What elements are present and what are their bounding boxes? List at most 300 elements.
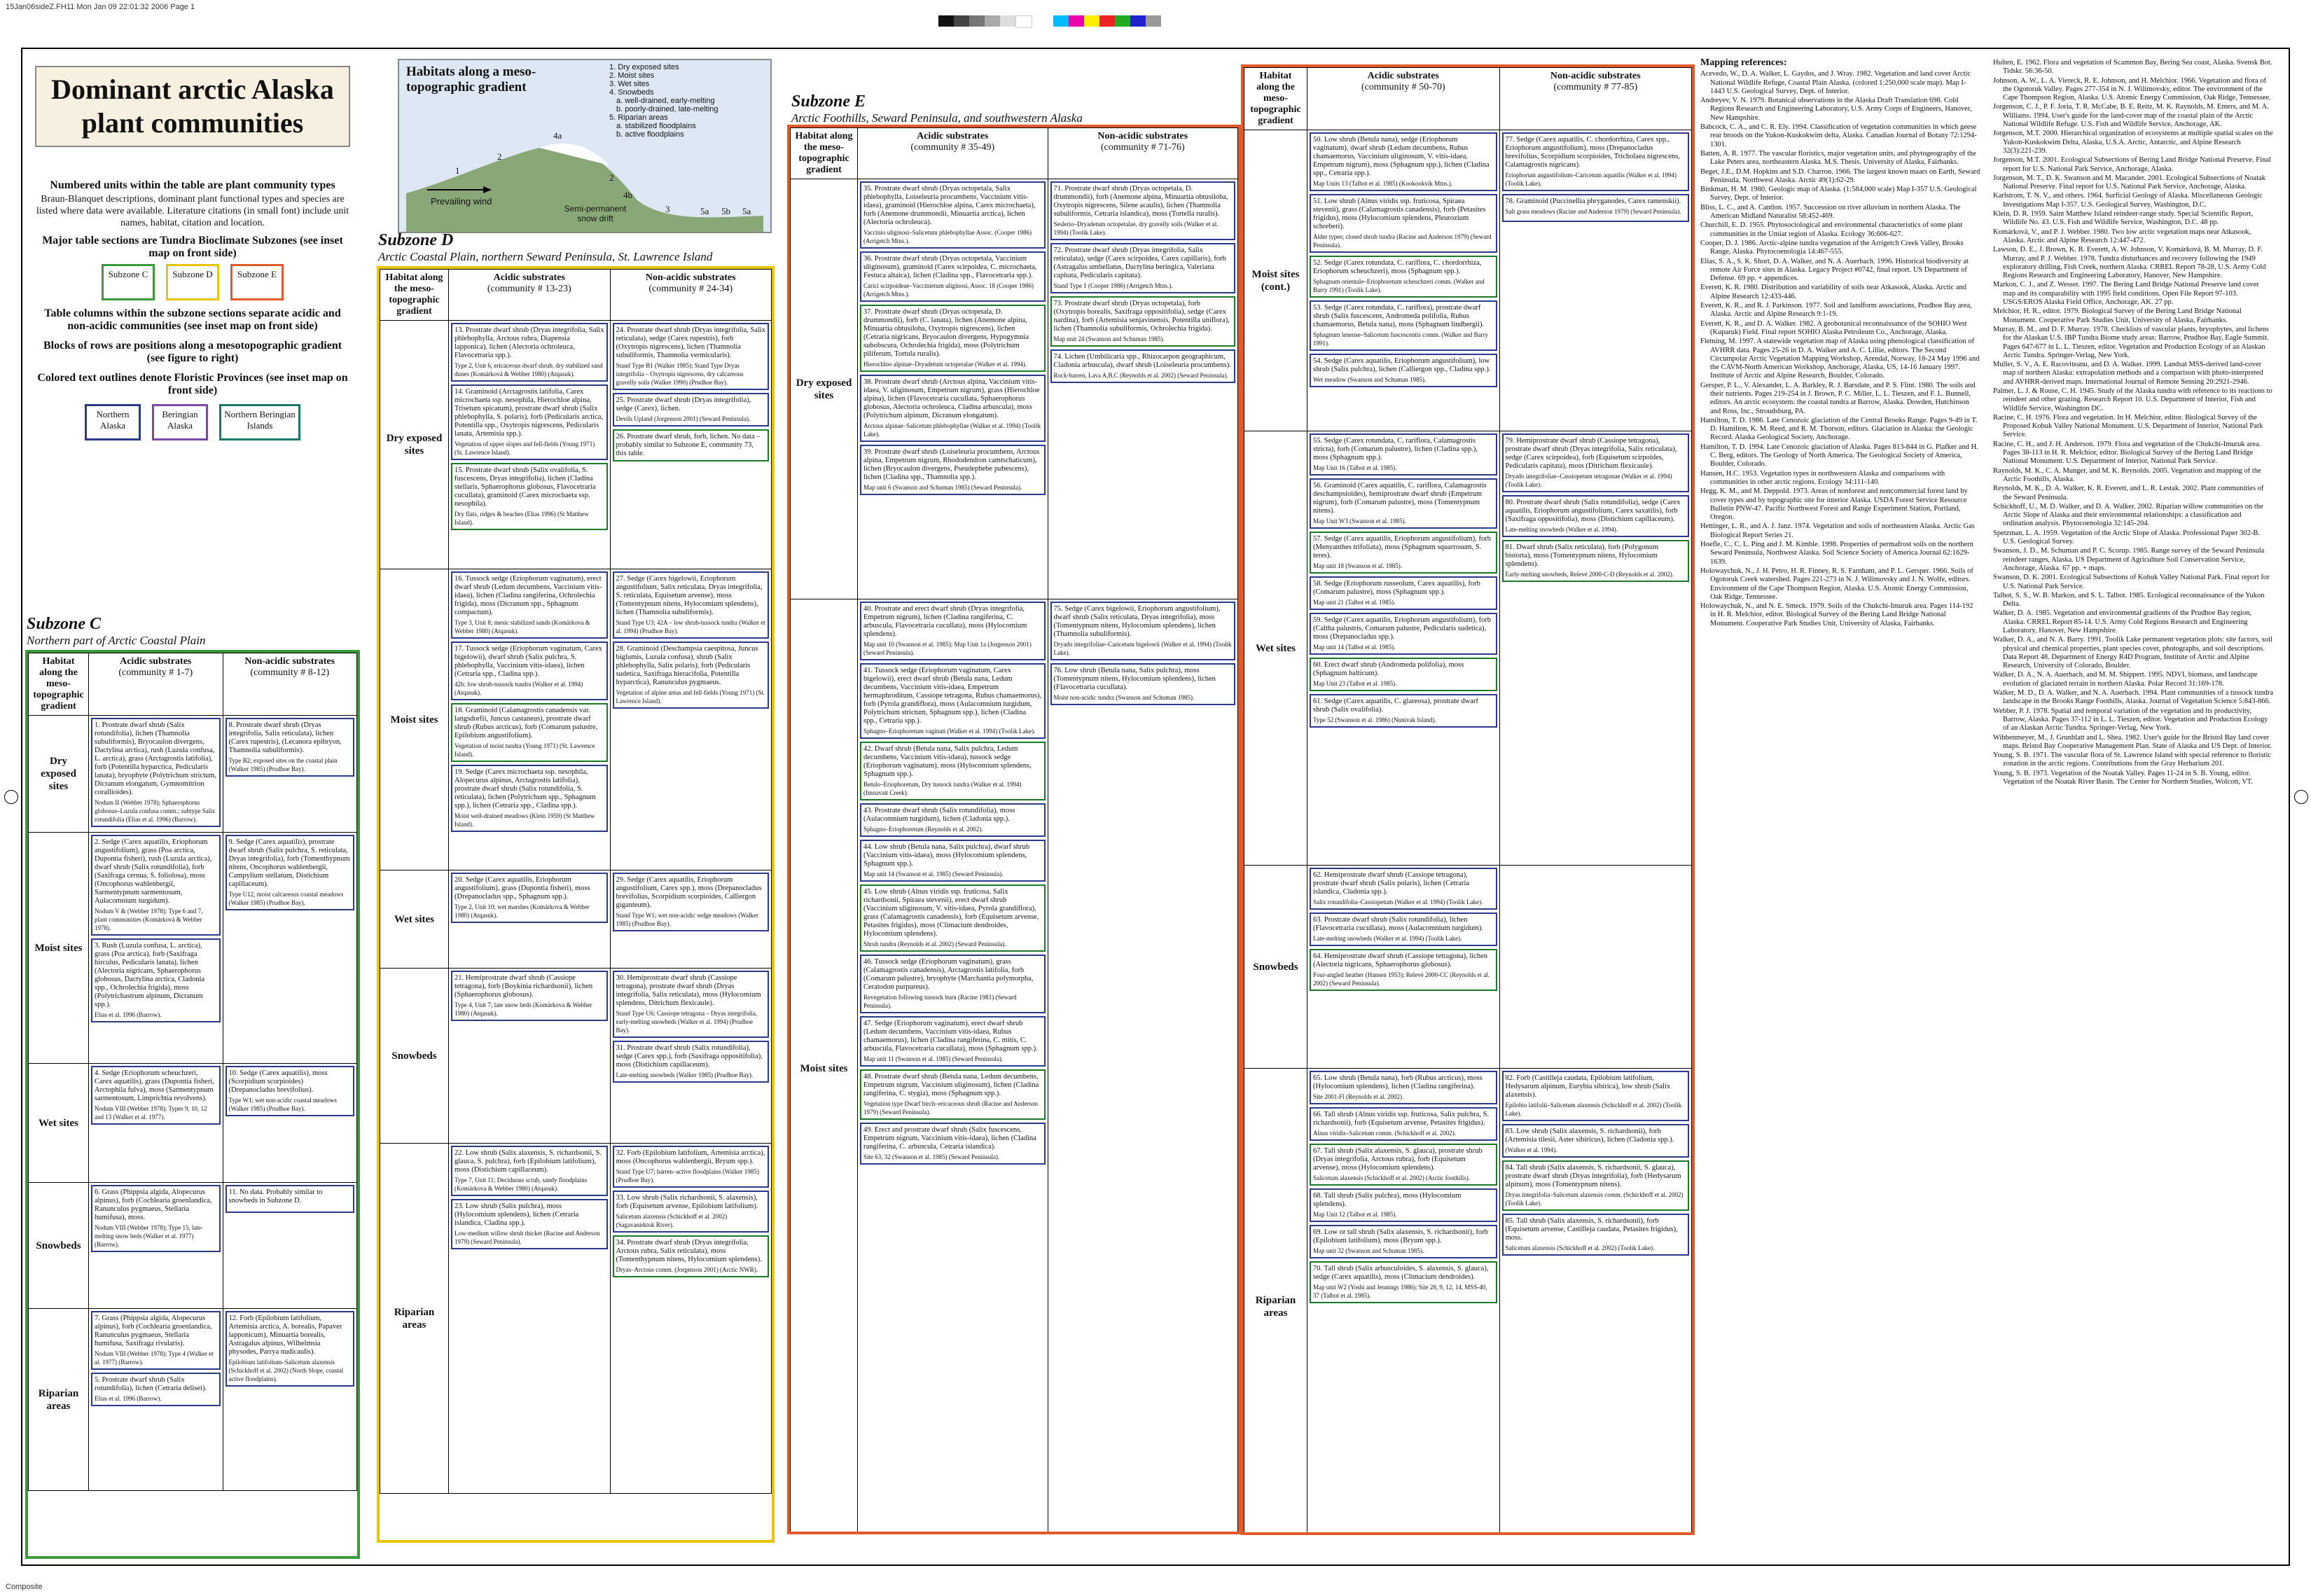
cell-d-wet-nonacid bbox=[610, 870, 772, 969]
community-citation: Hierochloo alpinae–Dryadetum octopetalae (Walker et al. 1994). bbox=[863, 361, 1027, 368]
cell-e-moist2-nonacid bbox=[1499, 130, 1692, 431]
community-description: 34. Prostrate dwarf shrub (Dryas integrifolia, Arctous rubra, Salix reticulata), moss (Tomenthypnum nitens, Hylocomium splendens). bbox=[616, 1239, 762, 1263]
reference-entry: Webber, P. J. 1978. Spatial and temporal variation of the vegetation and its productivity, Barrow, Alaska. Pages 37-112 in L. L. Tieszen, editor. Vegetation and Production Ecology of an Alaskan Arctic Tundra. Springer-Verlag, New York. bbox=[1993, 707, 2268, 733]
habitat-header: Habitat along the meso-topographic gradient bbox=[1244, 68, 1307, 130]
subzone-e-swatch: Subzone E bbox=[230, 264, 284, 300]
community-citation: Type 2, Unit 6, ericaceous dwarf shrub, dry stabilized sand dunes (Komárková & Webber 1980) (Atqasuk). bbox=[454, 362, 603, 377]
cell-c-snow-acid bbox=[89, 1183, 223, 1309]
community-entry bbox=[1310, 1188, 1497, 1222]
reference-entry: Holowaychuk, N., J. H. Petro, H. R. Finney, R. S. Farnham, and P. L. Gersper. 1966. Soils of Ogotoruk Creek watershed. Pages 221-273 in N. J. Wilimovsky and J. N. Wolfe, editors. Environment of the Cape Thompson Region, Alaska. U.S. Atomic Energy Commission, Oak Ridge, Tennessee. bbox=[1700, 567, 1973, 601]
community-description: 33. Low shrub (Salix richardsonii, S. alaxensis), forb (Equisetum arvense, Epilobium latifolium). bbox=[616, 1194, 758, 1210]
community-description: 15. Prostrate dwarf shrub (Salix ovalifolia, S. fuscescens, Dryas integrifolia), lichen (Cladina stellaris, Sphaerophorus globosus, Flavocetraria cucullata), graminoid (Carex microchaeta ssp. nesophila). bbox=[454, 466, 596, 508]
habitat-header: Habitat along the meso-topographic gradient bbox=[791, 128, 858, 179]
subzone-d-subtitle: Arctic Coastal Plain, northern Seward Peninsula, St. Lawrence Island bbox=[378, 250, 713, 263]
nonacid-title: Non-acidic substrates bbox=[645, 272, 736, 283]
community-entry bbox=[1310, 1225, 1497, 1258]
cell-d-moist-nonacid bbox=[610, 569, 772, 870]
community-citation: Revegetation following tussock burn (Racine 1981) (Seward Peninsula). bbox=[863, 994, 1017, 1009]
cell-c-snow-nonacid bbox=[223, 1183, 357, 1309]
reference-entry: Racine, C. H., and J. H. Anderson. 1979. Flora and vegetation of the Chukchi-Imuruk area. Pages 38-113 in H. R. Melchior, editor. Biological Survey of the Bering Land Bridge National Monument. U.S. Department of Interior, National Park Service. bbox=[1993, 440, 2261, 466]
registration-mark bbox=[4, 790, 18, 804]
community-citation: Alder types; closed shrub tundra (Racine and Anderson 1979) (Seward Peninsula). bbox=[1313, 233, 1492, 249]
cell-c-rip-acid bbox=[89, 1309, 223, 1491]
community-citation: Type 7, Unit 11; Deciduous scrub, sandy floodplains (Komárkova & Webber 1980) (Atqasuk). bbox=[454, 1177, 588, 1192]
community-citation: Site 63, 32 (Swanson et al. 1985) (Seward Peninsula). bbox=[863, 1153, 1000, 1160]
community-citation: Vaccinio uliginosi–Salicetum phlebophyllae Assoc. (Cooper 1986) (Arrigetch Mtns.). bbox=[863, 229, 1032, 244]
community-entry bbox=[613, 873, 770, 931]
cell-e-dry-acid bbox=[858, 179, 1048, 599]
community-entry bbox=[1310, 613, 1497, 655]
community-citation: Arctous alpinae–Salicetum phlebophyllae (Walker et al. 1994) (Toolik Lake). bbox=[863, 422, 1041, 438]
reference-entry: Elias, S. A., S. K. Short, D. A. Walker, and N. A. Auerbach. 1996. Historical biodiversity at remote Air Force sites in Alaska. Legacy Project #0742, final report. US Department of Defense. 69 pp. + appendices. bbox=[1700, 257, 1969, 283]
reference-entry: Everett, K. R., and R. J. Parkinson. 1977. Soil and landform associations, Prudhoe Bay area, Alaska. Arctic and Alpine Research 9:1-19. bbox=[1700, 302, 1972, 319]
community-description: 19. Sedge (Carex microchaeta ssp. nesophila, Alopecurus alpinus, Arctagrostis latifolia), prostrate dwarf shrub (Salix rotundifolia, S. reticulata), lichen (Polytrichum spp., Sphagnum spp.), lichen (Cetraria spp., Cladina spp.). bbox=[454, 768, 596, 810]
position-5a: 5a bbox=[700, 206, 709, 216]
reference-entry: Palmer, L. J. & Rouse, C. H. 1945. Study of the Alaska tundra with reference to its reactions to reindeer and other grazing. Research Report 10. U.S. Department of Interior, Fish and Wildlife Service, Washington DC. bbox=[1993, 387, 2272, 412]
community-entry bbox=[860, 445, 1046, 495]
community-entry bbox=[451, 641, 608, 700]
community-citation: Map unit 14 (Talbot et al. 1985). bbox=[1313, 644, 1396, 651]
nonacid-range: (community # 8-12) bbox=[250, 667, 330, 678]
community-citation: Stand Type U6; Cassiope tetragona – Dryas integrifolia, early-melting snowbeds (Walker et al. 1994) (Prudhoe Bay). bbox=[616, 1010, 758, 1034]
community-citation: Type 3, Unit 8; mesic stabilized sands (Komárkova & Webber 1980) (Atqasuk). bbox=[454, 619, 590, 634]
community-entry bbox=[860, 955, 1046, 1013]
community-description: 70. Tall shrub (Salix arbusculoides, S. alaxensis, S. glauca), sedge (Carex aquatilis), moss (Climacium dendroides). bbox=[1313, 1265, 1489, 1281]
cell-c-moist-nonacid bbox=[223, 833, 357, 1064]
reference-entry: Raynolds, M. K., C. A. Munger, and M. K. Reynolds. 2005. Vegetation and mapping of the Arctic Foothills, Alaska. bbox=[1993, 466, 2261, 483]
community-citation: Betulo–Eriophoretum, Dry tussock tundra (Walker et al. 1994) (Imnavait Creek). bbox=[863, 781, 1022, 796]
community-description: 49. Erect and prostrate dwarf shrub (Salix fuscescens, Empetrum nigrum, Vaccinium vitis-idaea), lichen (Cladina rangiferina, C. arbuscula, Cetraria islandica). bbox=[863, 1126, 1036, 1151]
community-citation: Dryas–Arctous comm. (Jorgenson 2001) (Arctic NWR). bbox=[616, 1266, 758, 1273]
community-entry bbox=[613, 1146, 770, 1188]
community-citation: Four-angled heather (Hansen 1953); Relevé 2000-CC (Reynolds et al. 2002) (Seward Peninsula). bbox=[1313, 971, 1490, 987]
cell-e-moist2-acid bbox=[1307, 130, 1500, 431]
community-entry bbox=[1502, 194, 1690, 222]
acid-range: (community # 13-23) bbox=[487, 284, 571, 294]
row-label-moist: Moist sites bbox=[380, 569, 449, 870]
row-label-snow: Snowbeds bbox=[29, 1183, 89, 1309]
community-description: 4. Sedge (Eriophorum scheuchzeri, Carex aquatilis), grass (Dupontia fisheri, Arctophila fulva), moss (Sarmentypnum sarmentosum, Limprichtia revolvens). bbox=[95, 1069, 214, 1102]
row-label-rip: Riparian areas bbox=[29, 1309, 89, 1491]
community-citation: Late-melting snowbeds (Walker et al. 1994). bbox=[1505, 526, 1618, 533]
cell-e-rip-acid bbox=[1307, 1069, 1500, 1536]
community-citation: Devils Upland (Jorgenson 2001) (Seward Peninsula). bbox=[616, 415, 751, 422]
community-entry bbox=[1502, 495, 1690, 537]
row-label-rip: Riparian areas bbox=[380, 1144, 449, 1494]
reference-entry: Andreyev, V. N. 1979. Botanical observations in the Alaska Draft Translation 698. Cold Regions Research and Engineering Laboratory, U.S. Army Corps of Engineers, Hanover, New Hampshire. bbox=[1700, 97, 1972, 122]
legend-item: 5. Riparian areas bbox=[609, 113, 668, 122]
community-citation: Salicetum alaxensis (Schickhoff et al. 2002) (Toolik Lake). bbox=[1505, 1244, 1655, 1251]
community-description: 52. Sedge (Carex rotundata, C. rariflora, C. chordorrhiza, Eriophorum scheuchzeri), moss (Sphagnum spp.). bbox=[1313, 259, 1482, 275]
reference-entry: Swanson, D. K. 2001. Ecological Subsections of Kobuk Valley National Park. Final report for U.S. National Park Service. bbox=[1993, 574, 2270, 590]
nonacid-header bbox=[1048, 128, 1238, 179]
community-citation: Map unit 21 (Talbot et al. 1985). bbox=[1313, 599, 1396, 606]
community-entry bbox=[91, 938, 221, 1022]
row-label-moist: Moist sites bbox=[791, 599, 858, 1535]
footer-label: Composite bbox=[6, 1583, 43, 1591]
row-label-dry: Dry exposed sites bbox=[29, 716, 89, 833]
community-description: 58. Sedge (Eriophorum russeolum, Carex aquatilis), forb (Comarum palustre), moss (Sphagnum spp.). bbox=[1313, 580, 1480, 596]
community-description: 9. Sedge (Carex aquatilis), prostrate dwarf shrub (Salix pulchra, S. reticulata, Dryas integrifolia), forb (Tomenthypnum nitens, Oncophorus wahlenbergii, Campylium stellatum, Distichium capillaceum). bbox=[228, 838, 350, 888]
community-entry bbox=[1310, 576, 1497, 610]
subzone-e-title: Subzone E bbox=[791, 92, 866, 111]
reference-entry: Jorgenson, C. J., P. F. Joria, T. R. McCabe, B. E. Reitz, M. K. Raynolds, M. Emers, and M. A. Williams. 1994. User's guide for the land-cover map of the coastal plain of the Arctic National Wildlife Refuge. U.S. Fish and Wildlife Service, Anchorage, AK. bbox=[1993, 103, 2269, 129]
community-entry bbox=[91, 1066, 221, 1125]
community-description: 43. Prostrate dwarf shrub (Salix rotundifolia), moss (Aulacomnium turgidum), lichen (Cladonia spp.). bbox=[863, 807, 1015, 823]
reference-entry: Hamilton, T. D. 1994. Late Cenozoic glaciation of Alaska. Pages 813-844 in G. Plafker and H. C. Berg, editors. The Geology of North America. The Geological Society of America, Boulder, Colorado. bbox=[1700, 443, 1978, 469]
community-citation: Map unit 6 (Swanson and Schuman 1985) (Seward Peninsula). bbox=[863, 484, 1022, 491]
community-description: 56. Graminoid (Carex aquatilis, C. rariflora, Calamagrostis deschampsioides), hemiprostrate dwarf shrub (Empetrum nigrum), forb (Comarum palustre), moss (Tomentypnum nitens). bbox=[1313, 482, 1487, 515]
community-description: 76. Low shrub (Betula nana, Salix pulchra), moss (Tomentypnum nitens, Hylocomium splendens), lichen (Flavocetraria cucullata). bbox=[1053, 667, 1216, 691]
community-entry bbox=[225, 1311, 355, 1387]
community-entry bbox=[451, 873, 608, 923]
community-citation: Moist non-acidic tundra (Swanson and Schuman 1985). bbox=[1053, 694, 1195, 701]
community-citation: Nodum VIII (Webber 1978); Type 15, late-melting snow beds (Walker et al. 1977) (Barrow). bbox=[95, 1224, 204, 1248]
acid-title: Acidic substrates bbox=[1367, 71, 1439, 81]
community-description: 10. Sedge (Carex aquatilis), moss (Scorpidium scorpioides) (Drepanocladus brevifolius). bbox=[228, 1069, 328, 1094]
community-entry bbox=[860, 884, 1046, 952]
community-entry bbox=[451, 463, 608, 530]
community-description: 72. Prostrate dwarf shrub (Dryas integrifolia, Salix reticulata), sedge (Carex scirpoidea, Carex capillaris), forb (Astragalus umbellatus, Dactylina beringica, Valeriana capitata, Pedicularis capitata). bbox=[1053, 247, 1226, 279]
cell-d-rip-acid bbox=[449, 1144, 611, 1494]
community-description: 40. Prostrate and erect dwarf shrub (Dryas integrifolia, Empetrum nigrum), lichen (Cladina rangiferina, C. arbuscula, Flavocetraria cucullata), moss (Hylocomium splendens). bbox=[863, 605, 1027, 638]
reference-entry: Jorgenson, M.T. 2000. Hierarchical organization of ecosystems at multiple spatial scales on the Yukon-Kuskokwim Delta, Alaska, U.S.A. Arctic, Antarctic, and Alpine Research 32(3):221-239. bbox=[1993, 130, 2273, 155]
community-citation: Salicetum alaxensis (Schickhoff et al. 2002) (Arctic foothills). bbox=[1313, 1174, 1471, 1181]
community-entry bbox=[1050, 349, 1236, 383]
acid-title: Acidic substrates bbox=[120, 656, 192, 667]
community-entry bbox=[1502, 1160, 1690, 1211]
community-description: 71. Prostrate dwarf shrub (Dryas octopetala, D. drummondii), forb (Anemone alpina, Minuartia obtusiloba, Oxytropis nigrescens, Silene acaulis), lichen (Thamnolia subuliformis, Cetraria islandica), moss (Tortella ruralis). bbox=[1053, 185, 1228, 218]
community-description: 51. Low shrub (Alnus viridis ssp. fruticosa, Spiraea stevenii), grass (Calamagrostis canadensis), forb (Petasites frigidus), moss (Hylocomium splendens, Pleurozium schreberi). bbox=[1313, 197, 1486, 230]
community-citation: Type W1; wet non-acidic coastal meadows (Walker 1985) (Prudhoe Bay). bbox=[228, 1097, 337, 1112]
references-list-1 bbox=[1700, 70, 1980, 628]
intro-text-1: Braun-Blanquet descriptions, dominant plant functional types and species are listed where data were available. Literature citations (in small font) include unit names, habitat, citation and location. bbox=[36, 194, 349, 228]
position-1: 1 bbox=[455, 165, 460, 176]
community-description: 79. Hemiprostrate dwarf shrub (Cassiope tetragona), prostrate dwarf shrub (Dryas integrifolia, Salix reticulata), sedge (Carex scirpoidea), forb (Equisetum scirpoides, Pedicularis capitata), moss (Ditrichum flexicaule). bbox=[1505, 437, 1677, 470]
community-citation: Alnus viridis–Salicetum comm. (Schickhoff et al. 2002). bbox=[1313, 1130, 1457, 1137]
position-5a-2: 5a bbox=[742, 206, 751, 216]
province-beringian-swatch: Beringian Alaska bbox=[152, 404, 208, 440]
reference-entry: Hoefle, C., C. L. Ping and J. M. Kimble. 1998. Properties of permafrost soils on the northern Seward Peninsula, Northwest Alaska. Soil Science Society of America Journal 62:1629-1639. bbox=[1700, 541, 1973, 566]
community-citation: Map unit 11 (Swanson et al. 1985) (Seward Peninsula). bbox=[863, 1055, 1004, 1062]
row-label-snow: Snowbeds bbox=[380, 969, 449, 1144]
community-description: 2. Sedge (Carex aquatilis, Eriophorum angustifolium), grass (Poa arctica, Dupontia fisheri), rush (Luzula arctica), dwarf shrub (Salix rotundifolia), forb (Saxifraga cernua, S. foliolosa), moss (Oncophorus wahlenbergii, Sarmentypnum sarmentosum, Aulacomnium turgidum). bbox=[95, 838, 212, 905]
cell-c-dry-nonacid bbox=[223, 716, 357, 833]
reference-entry: Cooper, D. J. 1986. Arctic-alpine tundra vegetation of the Arrigetch Creek Valley, Brooks Range, Alaska. Phytocoenologia 14:467-555. bbox=[1700, 239, 1964, 256]
community-citation: Late-melting snowbeds (Walker 1985) (Prudhoe Bay). bbox=[616, 1071, 754, 1078]
reference-entry: Hamilton, T. D. 1986. Late Cenozoic glaciation of the Central Brooks Range. Pages 9-49 in T. D. Hamilton, K. M. Reed, and R. M. Thorson, editors. Glaciation in Alaska: the Geologic Record. Alaska Geological Society, Anchorage. bbox=[1700, 416, 1978, 442]
community-entry bbox=[1050, 602, 1236, 660]
community-description: 41. Tussock sedge (Eriophorum vaginatum, Carex bigelowii), erect dwarf shrub (Betula nana, Ledum decumbens, Vaccinium vitis-idaea, Empetrum hermaphroditum, Cassiope tetragona, Rubus chamaemorus), forb (Pyrola grandiflora), moss (Aulacomnium turgidum, Polytrichum strictum, Sphagnum spp.), lichen (Cladina spp., Cetraria spp.). bbox=[863, 667, 1041, 725]
cell-c-rip-nonacid bbox=[223, 1309, 357, 1491]
community-entry bbox=[1310, 1261, 1497, 1303]
cell-e-moist-nonacid bbox=[1048, 599, 1238, 1535]
reference-entry: Karlstrom, T. N. V., and others. 1964. Surficial Geology of Alaska. Miscellaneous Geologic Investigations Map I-357. U.S. Geological Survey, Washington, D.C. bbox=[1993, 192, 2263, 209]
community-citation: Late-melting snowbeds (Walker et al. 1994) (Toolik Lake). bbox=[1313, 935, 1462, 942]
community-citation: Type 4, Unit 7; late snow beds (Komárkova & Webber 1980) (Atqasuk). bbox=[454, 1001, 592, 1017]
community-description: 83. Low shrub (Salix alaxensis, S. richardsonii), forb (Artemisia tilesii, Aster sibiricus), lichen (Cladonia spp.). bbox=[1505, 1127, 1674, 1144]
subzone-c-heading bbox=[27, 615, 205, 648]
community-description: 82. Forb (Castilleja caudata, Epilobium latifolium, Hedysarum alpinum, Eurybia sibirica), low shrub (Salix alaxensis). bbox=[1505, 1074, 1671, 1099]
nonacid-title: Non-acidic substrates bbox=[1550, 71, 1641, 81]
intro-heading-2: Major table sections are Tundra Bioclimate Subzones (see inset map on front side) bbox=[42, 235, 343, 259]
position-2b: 2 bbox=[609, 172, 614, 183]
cell-d-dry-acid bbox=[449, 321, 611, 569]
reference-entry: Johnson, A. W., L. A. Viereck, R. E. Johnson, and H. Melchior. 1966. Vegetation and flora of the Ogotoruk Valley. Pages 277-354 in N. J. Wilimovsky, editor. The environment of the Cape Thompson Region, Alaska. U.S. Atomic Energy Commission, Oak Ridge, Tennessee. bbox=[1993, 76, 2271, 102]
community-description: 13. Prostrate dwarf shrub (Dryas integrifolia, Salix phlebophylla, Arctous rubra, Diapensia lapponica), lichen (Alectoria ochroleuca, Flavocetraria spp.). bbox=[454, 326, 604, 359]
community-description: 25. Prostrate dwarf shrub (Dryas integrifolia), sedge (Carex), lichen. bbox=[616, 396, 751, 412]
reference-entry: Beget, J.E., D.M. Hopkins and S.D. Charron. 1966. The largest known maars on Earth, Seward Peninsula, Northwest Alaska. Arctic 49(1):62-29. bbox=[1700, 167, 1980, 184]
subzone-e-heading bbox=[791, 92, 1083, 125]
community-citation: Map unit 14 (Swanson et al. 1985) (Seward Peninsula). bbox=[863, 870, 1004, 877]
reference-entry: Wibbenmeyer, M., J. Grunblatt and L. Shea. 1982. User's guide for the Bristol Bay land cover maps. Bristol Bay Cooperative Management Plan. State of Alaska and US Dept. of Interior. bbox=[1993, 733, 2272, 750]
community-description: 30. Hemiprostrate dwarf shrub (Cassiope tetragona), prostrate dwarf shrub (Dryas integrifolia, Salix reticulata), moss (Hylocomium splendens, Ditrichum flexicaule). bbox=[616, 974, 761, 1007]
community-description: 21. Hemiprostrate dwarf shrub (Cassiope tetragona), forb (Boykinia richardsonii), lichen (Sphaerophorus globosus). bbox=[454, 974, 593, 999]
subzone-c-subtitle: Northern part of Arctic Coastal Plain bbox=[27, 634, 206, 647]
reference-entry: Young, S. B. 1973. Vegetation of the Noatak Valley. Pages 11-24 in S. B. Young, editor. Vegetation of the Noatak River Basin. The Center for Northern Studies, Wolcott, VT. bbox=[1993, 769, 2254, 786]
community-description: 75. Sedge (Carex bigelowii, Eriophorum angustifolium), dwarf shrub (Salix reticulata, Dryas integrifolia), moss (Tomentypnum nitens, Hylocomium splendens), lichen (Thamnolia subuliformis). bbox=[1053, 605, 1221, 638]
community-entry bbox=[613, 1041, 770, 1083]
cell-e-moist-acid bbox=[858, 599, 1048, 1535]
reference-entry: Fleming, M. 1997. A statewide vegetation map of Alaska using phenological classification of AVHRR data. Pages 25-26 in D. A. Walker and A. C. Lillie, editors. The Second Circumpolar Arctic Vegetation Mapping Workshop, Arendal, Norway, 18-24 May 1996 and the CAVM-North American Workshop, Anchorage, Alaska, US, 14-16 January 1997. Institute of Arctic and Alpine Research, Boulder, Colorado. bbox=[1700, 338, 1980, 380]
row-label-snow: Snowbeds bbox=[1244, 866, 1307, 1069]
community-description: 85. Tall shrub (Salix alaxensis, S. richardsonii), forb (Equisetum arvense, Castilleja caudata, Petasites frigidus), moss. bbox=[1505, 1217, 1678, 1242]
community-citation: Seslerio–Dryadetum octopetalae, dry gravelly soils (Walker et al. 1994) (Toolik Lake). bbox=[1053, 221, 1219, 236]
reference-entry: Spetzman, L. A. 1959. Vegetation of the Arctic Slope of Alaska. Professional Paper 302-B. U.S. Geological Survey. bbox=[1993, 529, 2260, 546]
community-citation: Salix rotundifolia–Cassiopetum (Walker et al. 1994) (Toolik Lake). bbox=[1313, 898, 1483, 905]
community-description: 55. Sedge (Carex rotundata, C. rariflora, Calamagrostis stricta), forb (Comarum palustre), lichen (Cladina spp.), moss (Sphagnum spp.). bbox=[1313, 437, 1478, 462]
community-citation: Wet meadow (Swanson and Schuman 1985). bbox=[1313, 376, 1427, 383]
community-entry bbox=[613, 393, 770, 426]
community-description: 24. Prostrate dwarf shrub (Dryas integrifolia, Salix reticulata), sedge (Carex rupestris), forb (Oxytropis nigrescens), lichen (Thamnolia subuliformis, Thamnolia vermicularis). bbox=[616, 326, 765, 359]
community-citation: Map Unit 16 (Talbot et al. 1985). bbox=[1313, 464, 1397, 471]
community-citation: Site 2001-Fl (Reynolds et al. 2002). bbox=[1313, 1093, 1404, 1100]
reference-entry: Young, S. B. 1971. The vascular flora of St. Lawrence Island with special reference to floristic zonation in the arctic regions. Contributions from the Gray Herbarium 201. bbox=[1993, 751, 2272, 768]
community-entry bbox=[1310, 433, 1497, 476]
community-entry bbox=[1310, 949, 1497, 991]
community-description: 23. Low shrub (Salix pulchra), moss (Hylocomium splendens), lichen (Cetraria islandica, Cladina spp.). bbox=[454, 1202, 579, 1227]
community-entry bbox=[1050, 243, 1236, 293]
reference-entry: Schickhoff, U., M. D. Walker, and D. A. Walker. 2002. Riparian willow communities on the Arctic Slope of Alaska and their environmental relationships: a classification and ordination analysis. Phytocoenologia 32:145-204. bbox=[1993, 502, 2263, 528]
community-citation: Map unit W2 (Yoshi and Jennings 1986); Site 28, 9, 12, 14, MSS-40, 37 (Talbot et al. 1985). bbox=[1313, 1284, 1487, 1299]
page-header: 15Jan06sideZ.FH11 Mon Jan 09 22:01:32 2006 Page 1 bbox=[6, 3, 195, 11]
community-entry bbox=[1310, 132, 1497, 191]
community-description: 22. Low shrub (Salix alaxensis, S. richardsonii, S. glauca, S. pulchra), forb (Epilobium latifolium), moss (Distichium capillaceum). bbox=[454, 1149, 602, 1174]
reference-entry: Hulten, E. 1962. Flora and vegetation of Scammon Bay, Bering Sea coast, Alaska. Svensk Bot. Tidskr. 56:36-50. bbox=[1993, 59, 2272, 76]
community-citation: Type U12, moist calcareous coastal meadows (Walker 1985) (Prudhoe Bay). bbox=[228, 891, 344, 906]
community-citation: Elias et al. 1996 (Barrow). bbox=[95, 1011, 162, 1018]
acid-header bbox=[449, 270, 611, 321]
reference-entry: Churchill, E. D. 1955. Phytosociological and environmental characteristics of some plant communities in the Umiat region of Alaska. Ecology 36:606-627. bbox=[1700, 221, 1963, 238]
gradient-title: Habitats along a meso-topographic gradient bbox=[406, 64, 536, 95]
community-description: 50. Low shrub (Betula nana), sedge (Eriophorum vaginatum), dwarf shrub (Ledum decumbens, Rubus chamaemorus, Vaccinium uliginosum, V. vitis-idaea, Empetrum nigrum), moss (Sphagnum spp.), lichen (Cladina spp., Cetraria spp.). bbox=[1313, 136, 1490, 177]
reference-entry: Melchior, H. R., editor. 1979. Biological Survey of the Bering Land Bridge National Monument. Cooperative Park Studies Unit, University of Alaska, Fairbanks. bbox=[1993, 307, 2242, 324]
community-citation: Stand Type 1 (Cooper 1986) (Arrigetch Mtns.). bbox=[1053, 282, 1173, 289]
legend-item: 2. Moist sites bbox=[609, 71, 655, 80]
subzone-e-table-1 bbox=[787, 125, 1241, 1534]
community-description: 37. Prostrate dwarf shrub (Dryas octopetala, D. drummondii), forb (C. lanata), lichen (Anemone alpina, Minuartia obtusiloba, Oxytropis nigrescens), lichen (Cetraria nigricans, Bryocaulon divergens, Hypogymnia subobscura, Ochrolechia frigida), moss (Polytrichum piliferum, Tortula ruralis). bbox=[863, 308, 1029, 358]
community-entry bbox=[860, 602, 1046, 660]
community-entry bbox=[613, 571, 770, 639]
reference-entry: Murray, B. M., and D. F. Murray. 1978. Checklists of vascular plants, bryophytes, and lichens for the Alaskan U.S. IBP Tundra Biome study areas: Barrow, Prudhoe Bay, Eagle Summit. Pages 647-677 in L. L. Tieszen, editor. Vegetation and Production Ecology of an Alaskan Arctic Tundra. Springer-Verlag, New York. bbox=[1993, 325, 2269, 359]
acid-range: (community # 35-49) bbox=[910, 142, 995, 153]
community-description: 74. Lichen (Umbilicaria spp., Rhizocarpon geographicum, Cladonia arbuscula), dwarf shrub (Loiseleuria procumbens). bbox=[1053, 353, 1231, 369]
subzone-d-heading bbox=[378, 231, 712, 264]
community-entry bbox=[451, 323, 608, 382]
row-label-dry: Dry exposed sites bbox=[791, 179, 858, 599]
community-citation: Sphagnum lenense–Salicetum fuscescentis comm. (Walker and Barry 1991). bbox=[1313, 331, 1488, 347]
community-entry bbox=[1310, 1071, 1497, 1104]
position-5b: 5b bbox=[721, 206, 730, 216]
community-citation: Stand Type U3; 42A – low shrub-tussock tundra (Walker et al. 1994) (Prudhoe Bay). bbox=[616, 619, 765, 634]
subzone-c-table bbox=[25, 650, 360, 1559]
community-entry bbox=[451, 971, 608, 1021]
community-entry bbox=[1502, 433, 1690, 492]
province-northern-swatch: Northern Alaska bbox=[85, 404, 141, 440]
cell-e-rip-nonacid bbox=[1499, 1069, 1692, 1536]
subzone-d-title: Subzone D bbox=[378, 231, 454, 249]
community-entry bbox=[1310, 694, 1497, 728]
community-citation: Nodum VIII (Webber 1978); Types 9, 10, 12 and 13 (Walker et al. 1977). bbox=[95, 1105, 207, 1120]
community-citation: Moist well-drained meadows (Klein 1959) (St Matthew Island). bbox=[454, 812, 595, 828]
reference-entry: Muller, S. V., A. E. Racoviteanu, and D. A. Walker. 1999. Landsat MSS-derived land-cover map of northern Alaska: extrapolation methods and a comparison with photo-interpreted and AVHRR-derived maps. International Journal of Remote Sensing 20:2921-2946. bbox=[1993, 361, 2263, 386]
community-description: 54. Sedge (Carex aquatilis, Eriophorum angustifolium), low shrub (Salix pulchra), lichen (Calliergon spp., Cladina spp.). bbox=[1313, 357, 1491, 373]
row-label-wet: Wet sites bbox=[380, 870, 449, 969]
community-entry bbox=[1050, 181, 1236, 240]
cell-d-snow-acid bbox=[449, 969, 611, 1144]
community-description: 81. Dwarf shrub (Salix reticulata), forb (Polygonum bistorta), moss (Tomentypnum nitens, Hylocomium splendens). bbox=[1505, 543, 1659, 568]
community-description: 64. Hemiprostrate dwarf shrub (Cassiope tetragona), lichen (Alectoria nigricans, Sphaerophorus globosus). bbox=[1313, 952, 1488, 969]
community-description: 26. Prostrate dwarf shrub, forb, lichen. No data – probably similar to Subzone E, community 73, this table. bbox=[616, 433, 761, 457]
reference-entry: Bliss, L. C., and A. Cantlon. 1957. Succession on river alluvium in northern Alaska. The American Midland Naturalist 58:452-469. bbox=[1700, 203, 1961, 221]
subzone-e-subtitle: Arctic Foothills, Seward Peninsula, and southwestern Alaska bbox=[791, 111, 1083, 125]
community-description: 63. Prostrate dwarf shrub (Salix rotundifolia), lichen (Flavocetraria cucullata), moss (Aulacomnium turgidum). bbox=[1313, 916, 1483, 932]
habitat-header: Habitat along the meso-topographic gradient bbox=[29, 653, 89, 716]
nonacid-header bbox=[223, 653, 357, 716]
community-entry bbox=[1502, 132, 1690, 191]
cell-e-dry-nonacid bbox=[1048, 179, 1238, 599]
acid-range: (community # 1-7) bbox=[118, 667, 193, 678]
reference-entry: Hansen, H.C. 1953. Vegetation types in northwestern Alaska and comparisons with communities in other arctic regions. Ecology 34:111-140. bbox=[1700, 469, 1945, 486]
community-entry bbox=[451, 703, 608, 762]
community-description: 67. Tall shrub (Salix alaxensis, S. glauca), prostrate shrub (Dryas integrifolia, Arctous rubra), forb (Equisetum arvense), moss (Hylocomium splendens). bbox=[1313, 1147, 1483, 1172]
community-description: 11. No data. Probably similar to snowbeds in Subzone D. bbox=[228, 1188, 323, 1205]
community-entry bbox=[860, 1016, 1046, 1067]
wind-label: Prevailing wind bbox=[431, 196, 492, 207]
community-entry bbox=[1310, 868, 1497, 910]
community-entry bbox=[91, 718, 221, 827]
community-entry bbox=[91, 835, 221, 936]
community-entry bbox=[451, 571, 608, 639]
community-entry bbox=[860, 305, 1046, 372]
nonacid-title: Non-acidic substrates bbox=[244, 656, 335, 667]
community-citation: Salicetum alaxensis (Schickhoff et al. 2002) (Sagavanirktok River). bbox=[616, 1213, 728, 1228]
community-entry bbox=[860, 251, 1046, 302]
community-description: 73. Prostrate dwarf shrub (Dryas octopetala), forb (Oxytropis borealis, Saxifraga oppositifolia), sedge (Carex nardina), forb (Artemisia senjavinensis, Potentilla uniflora), lichen (Thamnolia subuliformis, Ochrolechia frigida). bbox=[1053, 300, 1230, 333]
reference-entry: Klein, D. R. 1959. Saint Matthew Island reindeer-range study. Special Scientific Report, Wildlife No. 43. U.S. Fish and Wildlife Service, Washington, D.C. 48 pp. bbox=[1993, 210, 2253, 227]
cell-d-dry-nonacid bbox=[610, 321, 772, 569]
reference-entry: Reynolds, M. K., D. A. Walker, K. R. Everett, and L. R. Lestak. 2002. Plant communities of the Seward Peninsula. bbox=[1993, 485, 2264, 501]
community-entry bbox=[860, 663, 1046, 739]
legend-item: b. active floodplains bbox=[616, 130, 684, 139]
reference-entry: Holowaychuk, N., and N. E. Smeck. 1979. Soils of the Chukchi-Imuruk area. Pages 114-192 in H. R. Melchior, editor. Biological Survey of the Bering Land Bridge National Monument. Cooperative Park Studies Unit, University of Alaska, Fairbanks. bbox=[1700, 602, 1973, 627]
community-entry bbox=[1310, 913, 1497, 946]
community-entry bbox=[451, 1199, 608, 1249]
community-entry bbox=[613, 429, 770, 462]
community-entry bbox=[860, 803, 1046, 837]
reference-entry: Komárková, V., and P. J. Webber. 1980. Two low arctic vegetation maps near Atkasook, Alaska. Arctic and Alpine Research 12:447-472. bbox=[1993, 228, 2251, 244]
row-label-dry: Dry exposed sites bbox=[380, 321, 449, 569]
community-entry bbox=[1502, 1071, 1690, 1121]
reference-entry: Swanson, J. D., M. Schuman and P. C. Scorup. 1985. Range survey of the Seward Peninsula reindeer ranges, Alaska. US Department of Agriculture Soil Conservation Service, Anchorage, Alaska. 67 pp. + maps. bbox=[1993, 547, 2265, 572]
position-2: 2 bbox=[497, 151, 502, 162]
nonacid-range: (community # 71-76) bbox=[1100, 142, 1185, 153]
community-citation: Dry flats, ridges & beaches (Elias 1996) (St Matthew Island). bbox=[454, 511, 589, 526]
legend-item: 1. Dry exposed sites bbox=[609, 63, 679, 71]
legend-item: 3. Wet sites bbox=[609, 80, 650, 88]
community-citation: Low-medium willow shrub thicket (Racine and Anderson 1979) (Seward Peninsula). bbox=[454, 1230, 600, 1245]
community-citation: Type 2, Unit 10; wet marshes (Komárkova & Webber 1980) (Atqasuk). bbox=[454, 903, 590, 919]
community-entry bbox=[1310, 354, 1497, 387]
cell-e-wet-nonacid bbox=[1499, 431, 1692, 866]
community-entry bbox=[1502, 540, 1690, 582]
subzone-d-table bbox=[377, 266, 775, 1543]
community-entry bbox=[1310, 256, 1497, 298]
community-description: 16. Tussock sedge (Eriophorum vaginatum), erect dwarf shrub (Ledum decumbens, Vaccinium vitis-idaea), lichen (Cladina rangiferina, Ochrolechia frigida), moss (Dicranum spp., Sphagnum compactum). bbox=[454, 575, 602, 616]
registration-mark bbox=[2294, 790, 2308, 804]
community-entry bbox=[451, 384, 608, 460]
community-citation: Map unit 24 (Swanson and Schuman 1985). bbox=[1053, 335, 1165, 342]
community-description: 47. Sedge (Eriophorum vaginatum), erect dwarf shrub (Ledum decumbens, Vaccinium vitis-idaea, Rubus chamaemorus), lichen (Cladina rangiferina, C. mitis, C. arbuscula, Flavocetraria cucullata), moss (Sphagnum spp.). bbox=[863, 1020, 1038, 1053]
community-citation: Epilobio latifolii–Salicetum alaxensis (Schickhoff et al. 2002) (Toolik Lake). bbox=[1505, 1102, 1682, 1117]
reference-entry: Walker, D. A. 1985. Vegetation and environmental gradients of the Prudhoe Bay region, Alaska. CRREL Report 85-14. U.S. Army Cold Regions Research and Engineering Laboratory, Hanover, New Hampshire. bbox=[1993, 609, 2252, 634]
row-label-wet: Wet sites bbox=[29, 1064, 89, 1183]
community-citation: Map Unit 12 (Talbot et al. 1985). bbox=[1313, 1211, 1397, 1218]
community-description: 6. Grass (Phippsia algida, Alopecurus alpinus), forb (Cochlearia groenlandica, Ranunculus pygmaeus, Stellaria humifusa), moss. bbox=[95, 1188, 212, 1221]
community-description: 18. Graminoid (Calamagrostis canadensis var. langsdorfii, Juncus castaneus), prostrate dwarf shrub (Rubus arcticus), forb (Comarum palustre, Epilobium angustifolium). bbox=[454, 707, 598, 740]
community-entry bbox=[613, 323, 770, 390]
nonacid-title: Non-acidic substrates bbox=[1097, 131, 1188, 141]
legend-item: 4. Snowbeds bbox=[609, 88, 654, 97]
community-description: 29. Sedge (Carex aquatilis, Eriophorum angustifolium, Carex spp.), moss (Drepanocladus brevifolius, Scorpidium scorpioides, Calliergon giganteum). bbox=[616, 876, 762, 909]
community-entry bbox=[225, 1185, 355, 1213]
cell-c-wet-nonacid bbox=[223, 1064, 357, 1183]
community-description: 31. Prostrate dwarf shrub (Salix rotundifolia), sedge (Carex spp.), forb (Saxifraga oppositifolia), moss (Distichium capillaceum). bbox=[616, 1044, 763, 1069]
community-description: 12. Forb (Epilobium latifolium, Artemisia arctica, A. borealis, Papaver lapponicum), Minuartia borealis, Astragalus alpinus, Wilhelmsia physodes, Parrya nudicaulis). bbox=[228, 1314, 342, 1356]
reference-entry: Walker, M. D., D. A. Walker, and N. A. Auerbach. 1994. Plant communities of a tussock tundra landscape in the Brooks Range Foothills, Alaska. Journal of Vegetation Science 5:843-866. bbox=[1993, 689, 2273, 706]
intro-heading-5: Colored text outlines denote Floristic Provinces (see inset map on front side) bbox=[37, 372, 348, 396]
community-citation: Map unit 18 (Swanson et al. 1985). bbox=[1313, 562, 1402, 569]
position-4b: 4b bbox=[623, 190, 632, 200]
cell-d-wet-acid bbox=[449, 870, 611, 969]
community-citation: Vegetation of moist tundra (Young 1971) (St. Lawrence Island). bbox=[454, 742, 595, 758]
community-citation: Nodum VIII (Webber 1978); Type 4 (Walker et al. 1977) (Barrow). bbox=[95, 1350, 214, 1366]
community-description: 61. Sedge (Carex aquatilis, C. glareosa), prostrate dwarf shrub (Salix ovalifolia). bbox=[1313, 698, 1478, 714]
acid-header bbox=[89, 653, 223, 716]
cell-e-wet-acid bbox=[1307, 431, 1500, 866]
position-3: 3 bbox=[665, 204, 670, 214]
community-entry bbox=[1310, 532, 1497, 574]
community-description: 80. Prostrate dwarf shrub (Salix rotundifolia), sedge (Carex aquatilis, Eriophorum angustifolium, Carex saxatilis), forb (Saxifraga oppositifolia), moss (Distichium capillaceum). bbox=[1505, 499, 1681, 523]
community-entry bbox=[860, 375, 1046, 442]
community-citation: Salt grass meadows (Racine and Anderson 1979) (Seward Peninsula). bbox=[1505, 208, 1681, 215]
community-description: 65. Low shrub (Betula nana), forb (Rubus arcticus), moss (Hylocomium splendens), lichen (Cladina rangiferina). bbox=[1313, 1074, 1483, 1090]
reference-entry: Racine, C. H. 1976. Flora and vegetation. In H. Melchior, editor. Biological Survey of the Proposed Kobuk Valley National Monument. U.S. Department of Interior, National Park Service. bbox=[1993, 413, 2263, 439]
community-citation: Sphagnum orientale–Eriophoretum scheuchzeri comm. (Walker and Barry 1991) (Toolik Lake). bbox=[1313, 278, 1485, 293]
community-citation: Type B2; exposed sites on the coastal plain (Walker 1985) (Prudhoe Bay). bbox=[228, 757, 338, 772]
community-citation: Dryado integrifoliae–Cassiopetum tetragonae (Walker et al. 1994) (Toolik Lake). bbox=[1505, 473, 1672, 488]
reference-entry: Acevedo, W., D. A. Walker, L. Gaydos, and J. Wray. 1982. Vegetation and land cover Arctic National Wildlife Refuge, Coastal Plain Alaska. (colored 1:250,000 scale map). Map I-1443 U.S. Geological Survey, Dept. of Interior. bbox=[1700, 70, 1971, 95]
